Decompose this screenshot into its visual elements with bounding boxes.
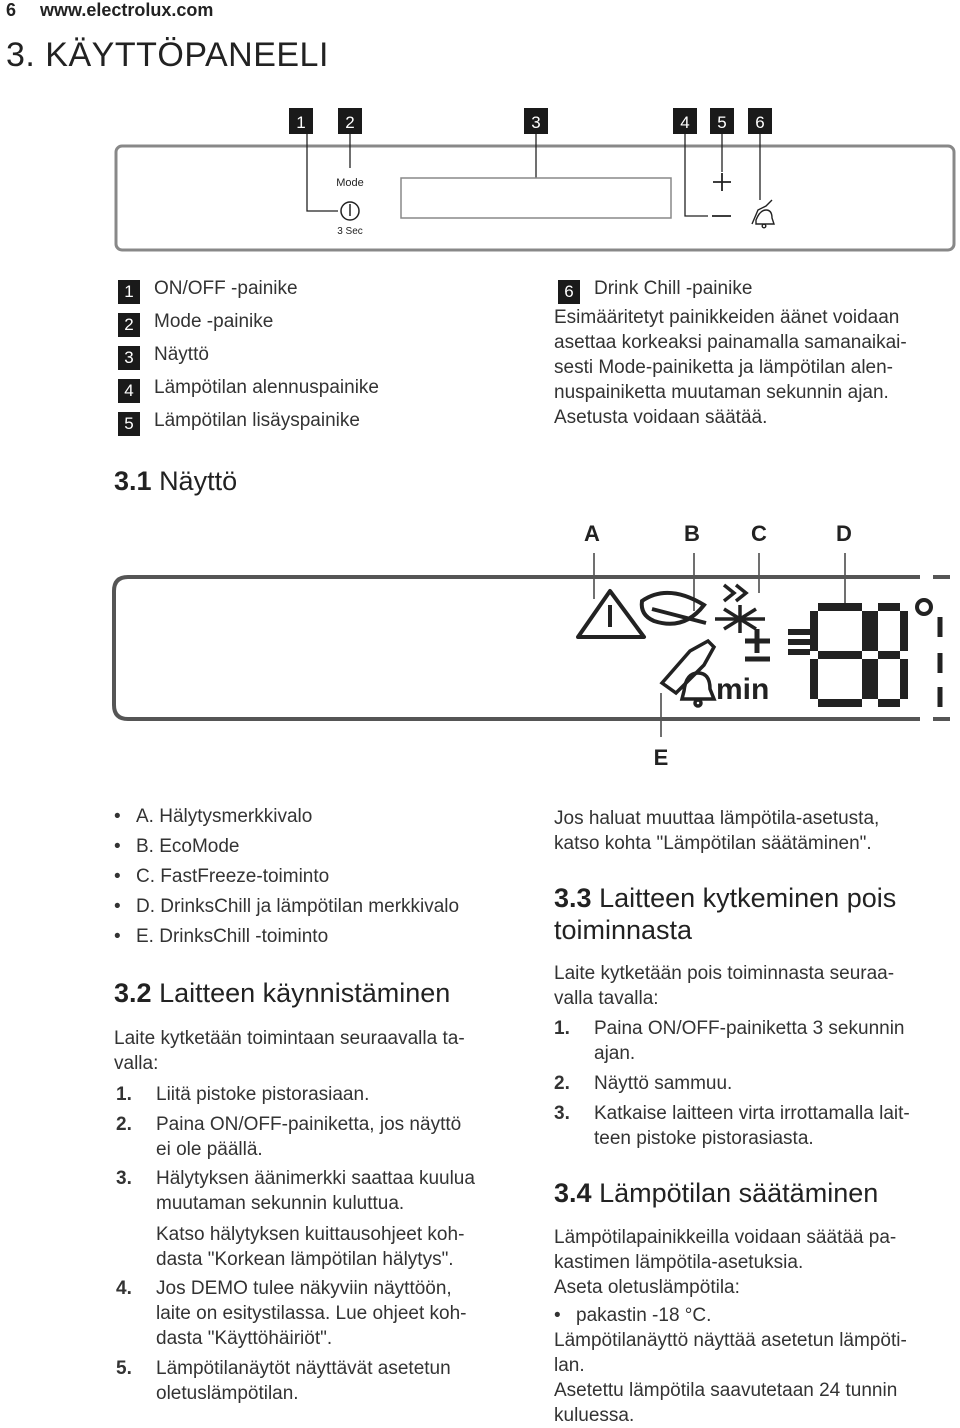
temperature-digits bbox=[788, 600, 931, 707]
website-url[interactable]: www.electrolux.com bbox=[40, 0, 214, 20]
s33-intro: Laite kytketään pois toiminnasta seuraa- valla tavalla: bbox=[554, 963, 895, 1009]
label-b: B bbox=[684, 521, 700, 546]
plus-minus-icon bbox=[745, 629, 770, 659]
label-c: C bbox=[751, 521, 767, 546]
label-e: E bbox=[653, 745, 669, 770]
callout-6 bbox=[748, 108, 772, 134]
section-title: 3. KÄYTTÖPANEELI bbox=[6, 36, 329, 74]
control-panel-diagram bbox=[0, 100, 960, 260]
s34-paragraph-1: Lämpötilapainikkeilla voidaan säätää pa- kastimen lämpötila-asetuksia. Aseta oletuslämpötila: bbox=[554, 1227, 897, 1298]
svg-text:3: 3 bbox=[531, 113, 541, 132]
min-label: min bbox=[716, 673, 770, 706]
display-diagram bbox=[0, 515, 960, 775]
fast-freeze-icon bbox=[715, 585, 765, 633]
callout-4 bbox=[673, 108, 697, 134]
svg-text:4: 4 bbox=[680, 113, 690, 132]
svg-text:6: 6 bbox=[755, 113, 765, 132]
heading-3-2: 3.2 Laitteen käynnistäminen bbox=[114, 978, 451, 1008]
heading-3-3: 3.3 Laitteen kytkeminen pois toiminnasta bbox=[554, 883, 897, 945]
label-a: A bbox=[584, 521, 600, 546]
alarm-warning-icon bbox=[578, 591, 644, 637]
callout-3 bbox=[524, 108, 548, 134]
callout-1 bbox=[289, 108, 313, 134]
page-number: 6 bbox=[6, 0, 17, 20]
label-d: D bbox=[836, 521, 852, 546]
heading-3-4: 3.4 Lämpötilan säätäminen bbox=[554, 1178, 879, 1208]
heading-3-1: 3.1 Näyttö bbox=[114, 466, 238, 496]
callout-2 bbox=[338, 108, 362, 134]
mode-label: Mode bbox=[336, 177, 364, 189]
eco-leaf-icon bbox=[642, 593, 706, 624]
svg-text:1: 1 bbox=[296, 113, 306, 132]
legend-item-6-description: Esimääritetyt painikkeiden äänet voidaan asettaa korkeaksi painamalla samanaikai- sesti Mode-painiketta ja lämpötilan alen- nuspainiketta muutaman sekunnin ajan. Asetusta voidaan säätää. bbox=[554, 307, 907, 428]
svg-text:2: 2 bbox=[345, 113, 355, 132]
degree-icon bbox=[917, 600, 931, 614]
display-outline bbox=[114, 577, 920, 719]
right-intro: Jos haluat muuttaa lämpötila-asetusta, katso kohta "Lämpötilan säätäminen". bbox=[554, 808, 880, 854]
s32-intro: Laite kytketään toimintaan seuraavalla ta- valla: bbox=[114, 1028, 465, 1074]
three-sec-label: 3 Sec bbox=[337, 226, 363, 237]
svg-text:5: 5 bbox=[717, 113, 727, 132]
s34-paragraph-2: Lämpötilanäyttö näyttää asetetun lämpöti- lan. Asetettu lämpötila saavutetaan 24 tunnin kuluessa. bbox=[554, 1330, 907, 1426]
callout-5 bbox=[710, 108, 734, 134]
display-window bbox=[401, 178, 671, 218]
drinks-chill-icon bbox=[662, 641, 714, 706]
